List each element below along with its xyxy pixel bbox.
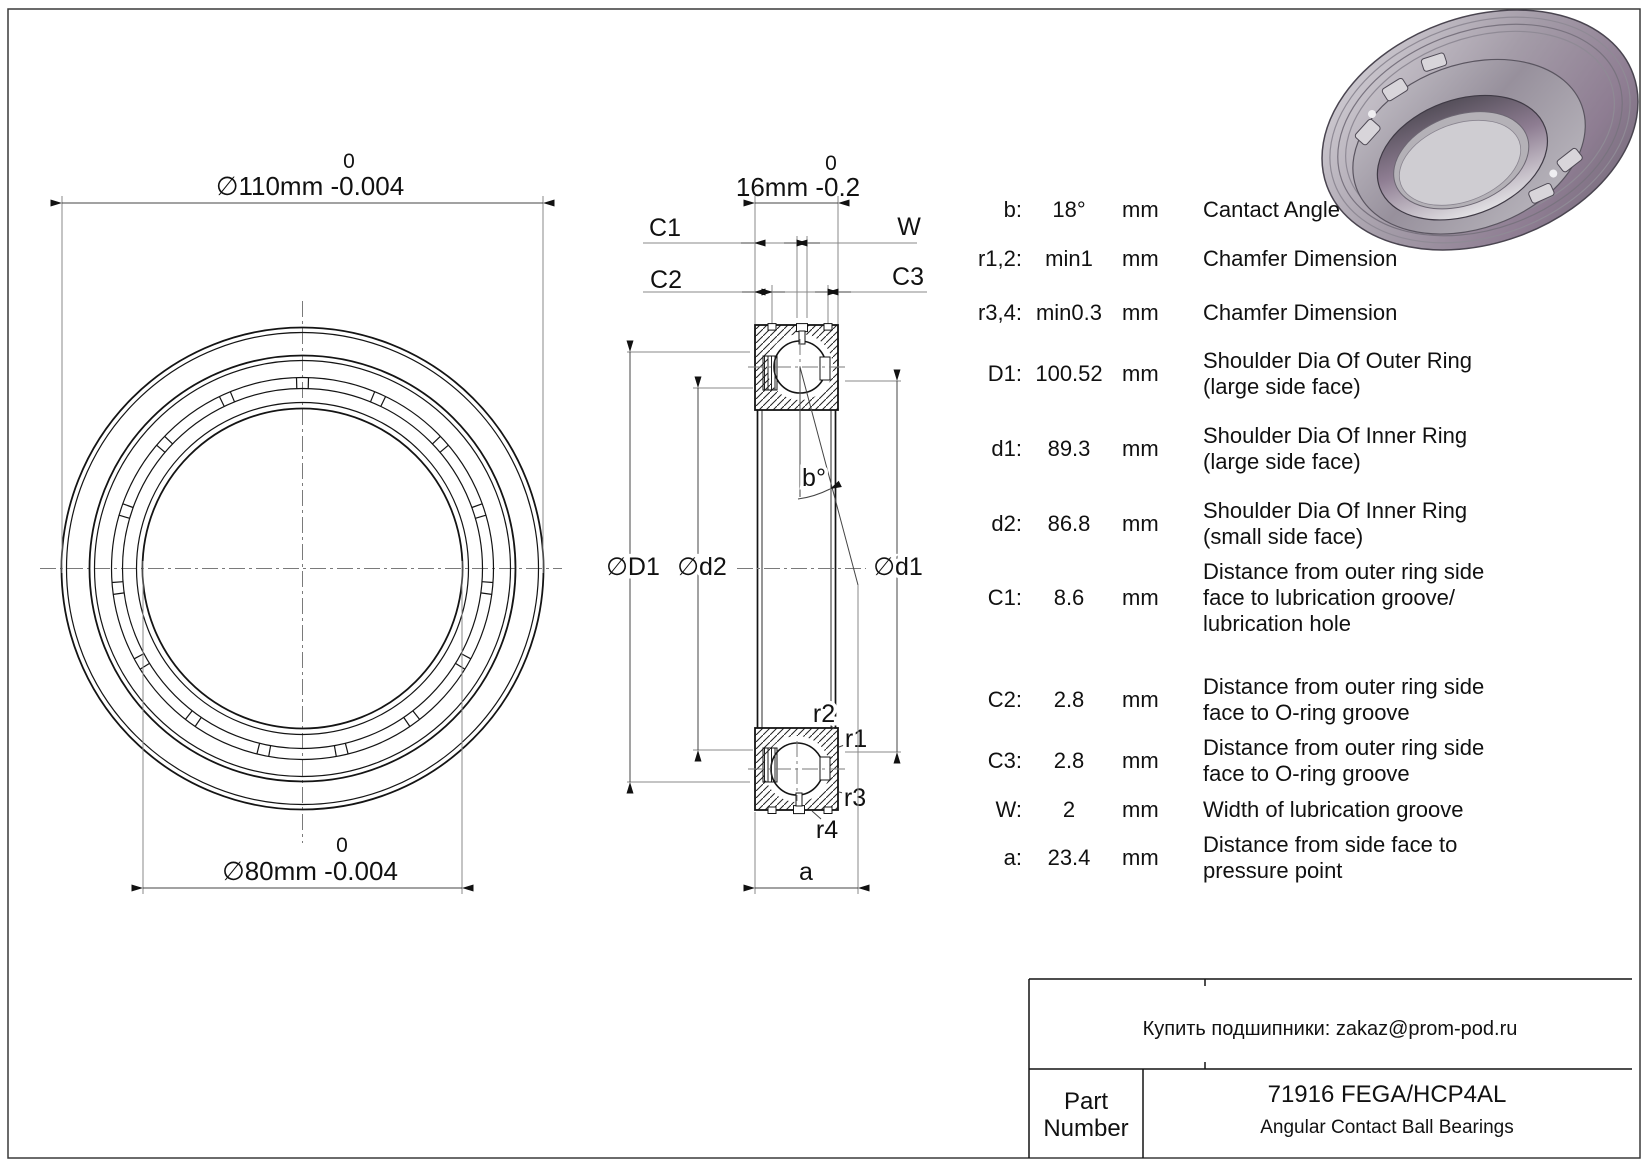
front-view-drawing	[40, 150, 562, 894]
spec-unit: mm	[1122, 585, 1159, 610]
bearing-3d-image	[1288, 0, 1646, 292]
od-dimension-text: ∅110mm -0.004	[215, 171, 405, 201]
bore-dimension-text: ∅80mm -0.004	[222, 856, 398, 886]
contact-angle-label: b°	[802, 464, 826, 492]
spec-value: 86.8	[1047, 511, 1091, 536]
c2-label: C2	[650, 266, 682, 294]
spec-value: 89.3	[1047, 436, 1091, 461]
lubrication-groove-top	[797, 324, 808, 332]
spec-description: Distance from outer ring side face to O-ring groove	[1203, 735, 1485, 786]
footer-table	[1029, 979, 1632, 1158]
section-bottom-block	[748, 728, 848, 814]
spec-param: d2:	[991, 511, 1022, 536]
d2-label: ∅d2	[677, 553, 727, 581]
r3-label: r3	[843, 784, 867, 812]
c1-label: C1	[649, 214, 681, 242]
spec-description: Distance from side face to pressure point	[1203, 832, 1458, 883]
spec-description: Chamfer Dimension	[1203, 300, 1398, 325]
spec-param: C3:	[987, 748, 1022, 773]
spec-unit: mm	[1122, 845, 1159, 870]
part-type-text: Angular Contact Ball Bearings	[1260, 1117, 1514, 1138]
width-tolerance-upper: 0	[825, 152, 837, 175]
spec-param: D1:	[987, 361, 1022, 386]
section-view-drawing	[606, 152, 927, 894]
spec-param: C1:	[987, 585, 1022, 610]
spec-value: 2.8	[1053, 687, 1085, 712]
spec-value: 8.6	[1053, 585, 1085, 610]
spec-description: Cantact Angle	[1203, 197, 1340, 222]
spec-unit: mm	[1122, 511, 1159, 536]
spec-description: Distance from outer ring side face to lubrication groove/ lubrication hole	[1203, 559, 1485, 636]
part-label-line1: Part	[1063, 1088, 1109, 1115]
w-label: W	[897, 213, 921, 241]
spec-description: Chamfer Dimension	[1203, 246, 1398, 271]
spec-description: Shoulder Dia Of Inner Ring (large side face)	[1203, 423, 1468, 474]
spec-unit: mm	[1122, 797, 1159, 822]
r1-label: r1	[844, 725, 868, 753]
spec-param: r1,2:	[977, 246, 1022, 271]
spec-unit: mm	[1122, 197, 1159, 222]
a-label: a	[799, 858, 813, 886]
contact-email-text: Купить подшипники: zakaz@prom-pod.ru	[1142, 1018, 1518, 1040]
spec-unit: mm	[1122, 300, 1159, 325]
lubrication-groove-bottom	[794, 806, 805, 814]
spec-unit: mm	[1122, 436, 1159, 461]
spec-param: W:	[995, 797, 1022, 822]
spec-param: r3,4:	[977, 300, 1022, 325]
spec-value: 100.52	[1035, 361, 1103, 386]
spec-value: min0.3	[1035, 300, 1103, 325]
part-label-line2: Number	[1043, 1115, 1129, 1142]
part-number-text: 71916 FEGA/HCP4AL	[1267, 1081, 1507, 1108]
spec-description: Width of lubrication groove	[1203, 797, 1464, 822]
spec-value: 23.4	[1047, 845, 1091, 870]
spec-description: Distance from outer ring side face to O-ring groove	[1203, 674, 1485, 725]
spec-value: 2	[1062, 797, 1076, 822]
spec-description: Shoulder Dia Of Inner Ring (small side face)	[1203, 498, 1468, 549]
oring-groove-left-top	[768, 324, 776, 331]
r2-label: r2	[812, 700, 836, 728]
spec-unit: mm	[1122, 246, 1159, 271]
spec-param: d1:	[991, 436, 1022, 461]
r4-label: r4	[815, 816, 839, 844]
D1-label: ∅D1	[606, 553, 660, 581]
spec-description: Shoulder Dia Of Outer Ring (large side face)	[1203, 348, 1473, 399]
spec-param: C2:	[987, 687, 1022, 712]
spec-value: min1	[1045, 246, 1093, 271]
bore-tolerance-upper: 0	[336, 834, 348, 857]
od-tolerance-upper: 0	[343, 150, 355, 173]
c3-label: C3	[892, 263, 924, 291]
d1-label: ∅d1	[873, 553, 923, 581]
spec-param: a:	[1003, 845, 1022, 870]
spec-value: 2.8	[1053, 748, 1085, 773]
oring-groove-right-top	[824, 324, 832, 331]
width-dimension-text: 16mm -0.2	[735, 172, 861, 202]
spec-unit: mm	[1122, 748, 1159, 773]
spec-unit: mm	[1122, 361, 1159, 386]
spec-value: 18°	[1052, 197, 1086, 222]
spec-param: b:	[1003, 197, 1022, 222]
spec-unit: mm	[1122, 687, 1159, 712]
oring-groove-left-bottom	[768, 807, 776, 814]
oring-groove-right-bottom	[824, 807, 832, 814]
dimension-d1	[845, 381, 923, 752]
section-top-block	[748, 324, 848, 410]
